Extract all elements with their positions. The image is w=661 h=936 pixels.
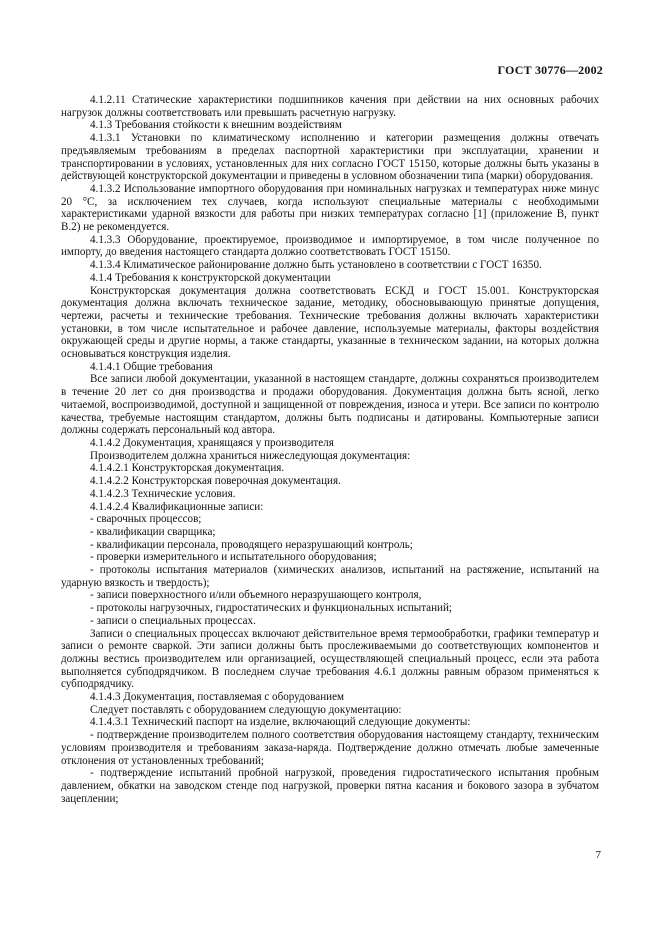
paragraph: Записи о специальных процессах включают действительное время термообработки, графики температур и записи о ремонте сваркой. Эти записи должны быть прослеживаемыми до соответствующих компонентов и должны вестись производителем или организацией, осуществляющей специальный процесс, если эта работа выполняется субподрядчиком. В последнем случае требования 4.6.1 должны равным образом применяться к субподрядчику. <box>61 627 599 691</box>
paragraph: - сварочных процессов; <box>90 513 202 526</box>
paragraph: 4.1.4.2.1 Конструкторская документация. <box>90 462 285 475</box>
paragraph: 4.1.4.1 Общие требования <box>90 360 213 373</box>
paragraph: - протоколы нагрузочных, гидростатических и функциональных испытаний; <box>90 602 453 615</box>
paragraph: 4.1.3.1 Установки по климатическому исполнению и категории размещения должны отвечать предъявляемым требованиям в пределах паспортной характеристики при эксплуатации, хранении и транспортировании в условиях, установленных для них согласно ГОСТ 15150, которые должны быть указаны в действующей конструкторской документации и приведены в условном обозначении типа (марки) оборудования. <box>61 132 599 183</box>
paragraph: 4.1.3.4 Климатическое районирование должно быть установлено в соответствии с ГОСТ 16350. <box>90 259 542 272</box>
paragraph: - протоколы испытания материалов (химических анализов, испытаний на растяжение, испытаний на ударную вязкость и твердость); <box>61 564 599 589</box>
paragraph: Все записи любой документации, указанной в настоящем стандарте, должны сохраняться производителем в течение 20 лет со дня производства и продажи оборудования. Документация должна быть ясной, легко читаемой, воспроизводимой, доступной и защищенной от повреждения, износа и утери. Все записи по контролю качества, требуемые настоящим стандартом, должны быть подписаны и датированы. Компьютерные записи должны содержать персональный код автора. <box>61 373 599 437</box>
paragraph: 4.1.4.2.3 Технические условия. <box>90 487 236 500</box>
paragraph: 4.1.4.2.4 Квалификационные записи: <box>90 500 264 513</box>
paragraph: - квалификации сварщика; <box>90 525 216 538</box>
paragraph: 4.1.3.3 Оборудование, проектируемое, производимое и импортируемое, в том числе полученное по импорту, до введения настоящего стандарта должно соответствовать ГОСТ 15150. <box>61 233 599 259</box>
paragraph: 4.1.3 Требования стойкости к внешним воздействиям <box>90 119 342 132</box>
paragraph: 4.1.4.2.2 Конструкторская поверочная документация. <box>90 475 341 488</box>
paragraph: - квалификации персонала, проводящего неразрушающий контроль; <box>90 538 413 551</box>
paragraph: 4.1.4 Требования к конструкторской документации <box>90 271 331 284</box>
paragraph: Производителем должна храниться нижеследующая документация: <box>90 449 411 462</box>
page-number: 7 <box>595 849 601 861</box>
paragraph: - записи о специальных процессах. <box>90 614 256 627</box>
paragraph: Следует поставлять с оборудованием следующую документацию: <box>90 703 402 716</box>
paragraph: 4.1.4.3.1 Технический паспорт на изделие, включающий следующие документы: <box>90 716 471 729</box>
paragraph: Конструкторская документация должна соответствовать ЕСКД и ГОСТ 15.001. Конструкторская документация должна включать техническое задание, методику, обосновывающую принятые допущения, чертежи, расчеты и технические требования. Технические требования должны включать характеристики установки, в том числе испытательное и рабочее давление, используемые материалы, факторы воздействия окружающей среды и другие нормы, а также стандарты, указанные в техническом задании, на которых должна основываться конструкция изделия. <box>61 284 599 361</box>
document-code-header: ГОСТ 30776—2002 <box>497 63 603 77</box>
paragraph: 4.1.4.3 Документация, поставляемая с оборудованием <box>90 691 345 704</box>
paragraph: - подтверждение производителем полного соответствия оборудования настоящему стандарту, техническим условиям производителя и требованиям заказа-наряда. Подтверждение должно отмечать любые замеченные отклонения от установленных требований; <box>61 729 599 767</box>
paragraph: 4.1.3.2 Использование импортного оборудования при номинальных нагрузках и температурах ниже минус 20 °С, за исключением тех случаев, когда используют специальные материалы с необходимыми характеристиками ударной вязкости для работы при низких температурах согласно [1] (приложение В, пункт В.2) не рекомендуется. <box>61 182 599 234</box>
paragraph: 4.1.2.11 Статические характеристики подшипников качения при действии на них основных рабочих нагрузок должны соответствовать или превышать расчетную нагрузку. <box>61 94 599 119</box>
document-body <box>61 94 599 805</box>
paragraph: - подтверждение испытаний пробной нагрузкой, проведения гидростатического испытания пробным давлением, обкатки на заводском стенде под нагрузкой, проверки пятна касания и бокового зазора в зубчатом зацеплении; <box>61 767 599 805</box>
paragraph: 4.1.4.2 Документация, хранящаяся у производителя <box>90 436 334 449</box>
paragraph: - проверки измерительного и испытательного оборудования; <box>90 551 377 564</box>
paragraph: - записи поверхностного и/или объемного неразрушающего контроля, <box>90 589 422 602</box>
